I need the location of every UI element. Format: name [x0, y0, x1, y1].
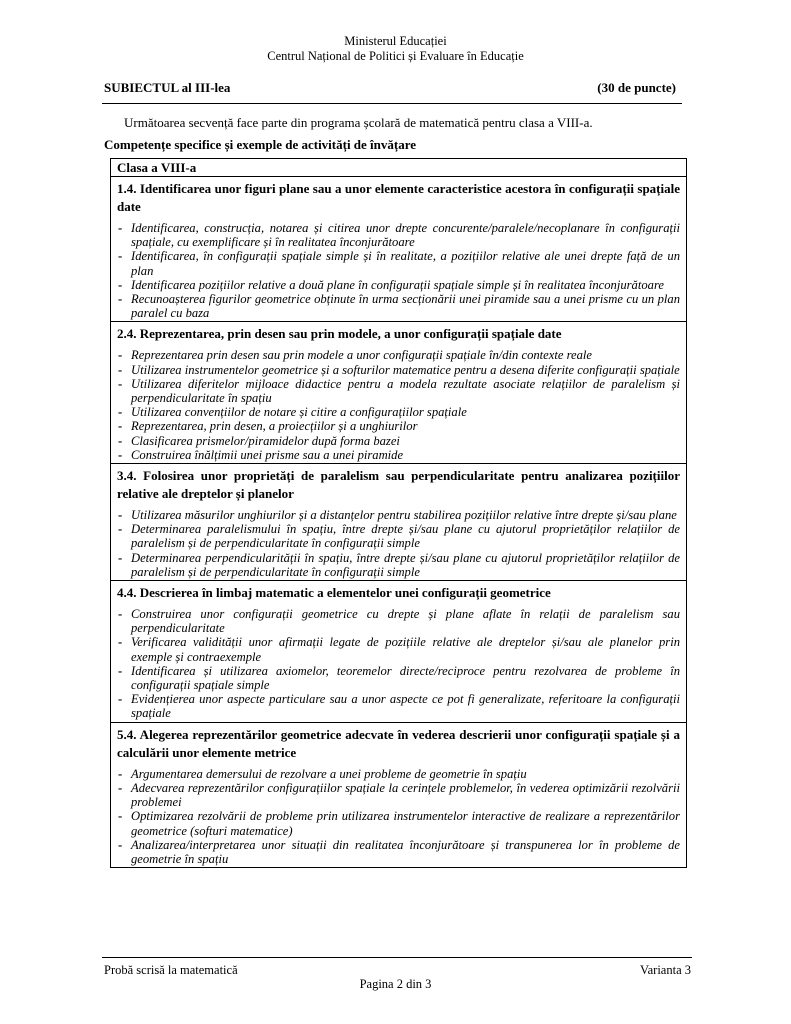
- list-item: - Analizarea/interpretarea unor situații din realitatea înconjurătoare și transpunerea lor în probleme de geometrie în spațiu: [117, 838, 680, 866]
- section-title: 2.4. Reprezentarea, prin desen sau prin modele, a unor configurații spațiale date: [117, 326, 562, 342]
- list-item: - Construirea înălțimii unei prisme sau a unei piramide: [117, 448, 680, 462]
- list-item: - Identificarea, construcția, notarea și citirea unor drepte concurente/paralele/necoplanare în configurații spațiale, cu exemplificare și în realitatea înconjurătoare: [117, 221, 680, 249]
- document-header: [0, 34, 791, 64]
- list-item: - Utilizarea diferitelor mijloace didactice pentru a modela rezultate asociate relațiilor de paralelism și perpendicularitate în spațiu: [117, 377, 680, 405]
- subject-points: (30 de puncte): [597, 80, 676, 95]
- list-item: - Argumentarea demersului de rezolvare a unei probleme de geometrie în spațiu: [117, 767, 680, 781]
- list-item: - Utilizarea măsurilor unghiurilor și a distanțelor pentru stabilirea pozițiilor relative între drepte și/sau plane: [117, 508, 680, 522]
- activity-list: [117, 508, 680, 579]
- competence-table: [110, 158, 687, 868]
- list-item: - Clasificarea prismelor/piramidelor după forma bazei: [117, 434, 680, 448]
- list-item: - Determinarea perpendicularității în spațiu, între drepte și/sau plane cu ajutorul proprietăților relațiilor de paralelism și de perpendicularitate în configurații simple: [117, 551, 680, 579]
- list-item: - Recunoașterea figurilor geometrice obținute în urma secționării unei piramide sau a unei prisme cu un plan paralel cu baza: [117, 292, 680, 320]
- intro-text: Următoarea secvență face parte din programa școlară de matematică pentru clasa a VIII-a.: [124, 115, 593, 130]
- list-item: - Evidențierea unor aspecte particulare sau a unor aspecte ce pot fi generalizate, referitoare la configurații spațiale: [117, 692, 680, 720]
- section-title: 4.4. Descrierea în limbaj matematic a elementelor unei configurații geometrice: [117, 585, 551, 601]
- table-section: [111, 177, 686, 322]
- list-item: - Utilizarea convențiilor de notare și citire a configurațiilor spațiale: [117, 405, 680, 419]
- activity-list: [117, 348, 680, 462]
- class-label: Clasa a VIII-a: [111, 159, 686, 177]
- activity-list: [117, 767, 680, 866]
- table-section: [111, 723, 686, 867]
- list-item: - Construirea unor configurații geometrice cu drepte și plane aflate în relații de paralelism sau perpendicularitate: [117, 607, 680, 635]
- list-item: - Utilizarea instrumentelor geometrice și a softurilor matematice pentru a desena diferite configurații spațiale: [117, 363, 680, 377]
- list-item: - Reprezentarea prin desen sau prin modele a unor configurații spațiale în/din contexte reale: [117, 348, 680, 362]
- list-item: - Optimizarea rezolvării de probleme prin utilizarea instrumentelor interactive de realizare a reprezentărilor geometrice (softuri matematice): [117, 809, 680, 837]
- table-sections: [111, 177, 686, 867]
- section-title: 5.4. Alegerea reprezentărilor geometrice adecvate în vederea descrierii unor configurații spațiale și a calculării unor elemente metrice: [117, 726, 680, 760]
- top-divider: [102, 103, 682, 104]
- table-section: [111, 322, 686, 464]
- footer-exam-name: Probă scrisă la matematică: [104, 963, 238, 977]
- activity-list: [117, 607, 680, 721]
- subject-title: SUBIECTUL al III-lea: [104, 80, 231, 95]
- footer-page-number: Pagina 2 din 3: [359, 977, 432, 991]
- list-item: - Reprezentarea, prin desen, a proiecțiilor și a unghiurilor: [117, 419, 680, 433]
- ministry-name: Ministerul Educației: [344, 34, 447, 48]
- center-name: Centrul Național de Politici și Evaluare în Educație: [267, 49, 524, 63]
- competence-title: Competențe specifice și exemple de activități de învățare: [104, 137, 417, 152]
- list-item: - Identificarea, în configurații spațiale simple și în realitate, a pozițiilor relative ale unei drepte față de un plan: [117, 249, 680, 277]
- bottom-divider: [102, 957, 692, 958]
- list-item: - Determinarea paralelismului în spațiu, între drepte și/sau plane cu ajutorul proprietăților relațiilor de paralelism și de perpendicularitate în configurații simple: [117, 522, 680, 550]
- section-title: 3.4. Folosirea unor proprietăți de paralelism sau perpendicularitate pentru analizarea pozițiilor relative ale dreptelor și planelor: [117, 468, 680, 502]
- list-item: - Identificarea pozițiilor relative a două plane în configurații spațiale simple și în realitatea înconjurătoare: [117, 278, 680, 292]
- section-title: 1.4. Identificarea unor figuri plane sau a unor elemente caracteristice acestora în configurații spațiale date: [117, 181, 680, 214]
- footer-variant: Varianta 3: [639, 963, 691, 977]
- list-item: - Identificarea și utilizarea axiomelor, teoremelor directe/reciproce pentru rezolvarea de probleme în configurații spațiale simple: [117, 664, 680, 692]
- list-item: - Verificarea validității unor afirmații legate de pozițiile relative ale dreptelor și/sau ale planelor prin exemple și contraexemple: [117, 635, 680, 663]
- list-item: - Adecvarea reprezentărilor configurațiilor spațiale la cerințele problemelor, în vederea optimizării rezolvării problemei: [117, 781, 680, 809]
- activity-list: [117, 221, 680, 320]
- table-section: [111, 581, 686, 723]
- table-section: [111, 464, 686, 581]
